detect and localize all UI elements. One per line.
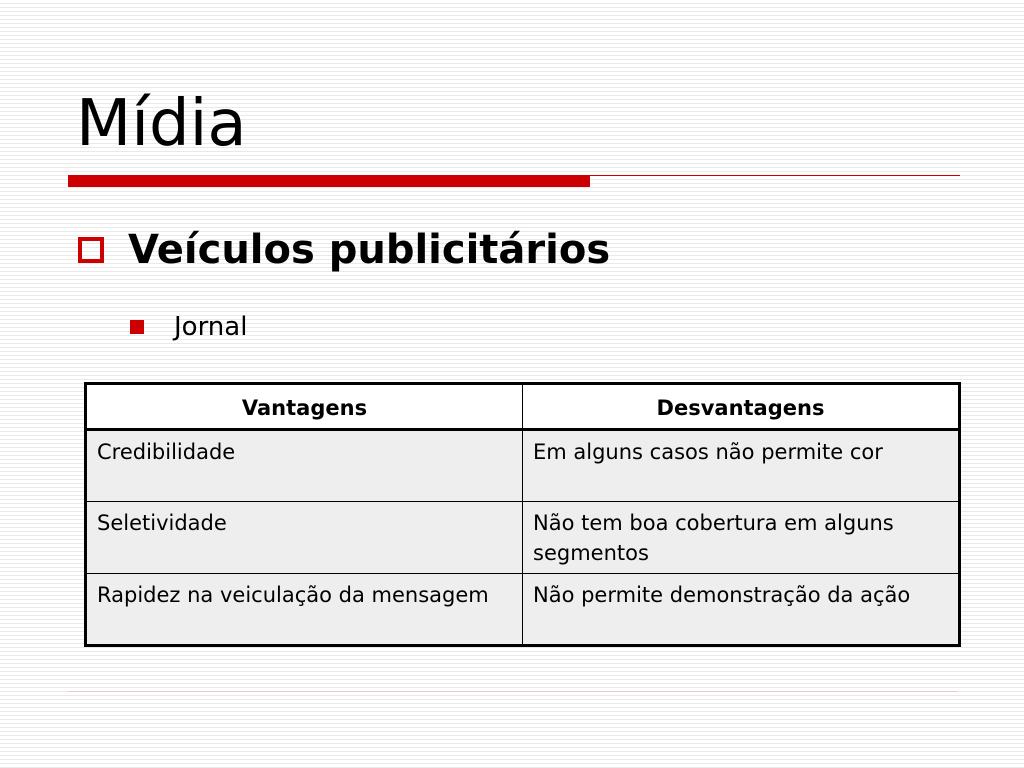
table-cell-vantagem: Credibilidade <box>86 430 523 502</box>
table-row <box>86 430 960 502</box>
table-row <box>86 574 960 646</box>
filled-square-icon <box>130 320 144 334</box>
comparison-table <box>84 382 961 647</box>
table-header-row <box>86 384 960 430</box>
title-underline-thick <box>68 175 590 187</box>
header-desvantagens: Desvantagens <box>523 384 960 430</box>
footer-divider <box>68 691 958 692</box>
table-cell-desvantagem: Em alguns casos não permite cor <box>523 430 960 502</box>
hollow-square-icon <box>78 237 104 263</box>
title-underline-thin <box>590 175 960 176</box>
bullet-level-2 <box>130 310 247 344</box>
bullet-level-2-text: Jornal <box>174 312 248 342</box>
bullet-level-1-text: Veículos publicitários <box>128 227 611 273</box>
header-vantagens: Vantagens <box>86 384 523 430</box>
table-cell-desvantagem: Não tem boa cobertura em alguns segmentos <box>523 502 960 574</box>
table-cell-vantagem: Rapidez na veiculação da mensagem <box>86 574 523 646</box>
table-cell-vantagem: Seletividade <box>86 502 523 574</box>
bullet-level-1 <box>78 222 610 278</box>
table-cell-desvantagem: Não permite demonstração da ação <box>523 574 960 646</box>
table-row <box>86 502 960 574</box>
slide-title: Mídia <box>76 87 247 161</box>
